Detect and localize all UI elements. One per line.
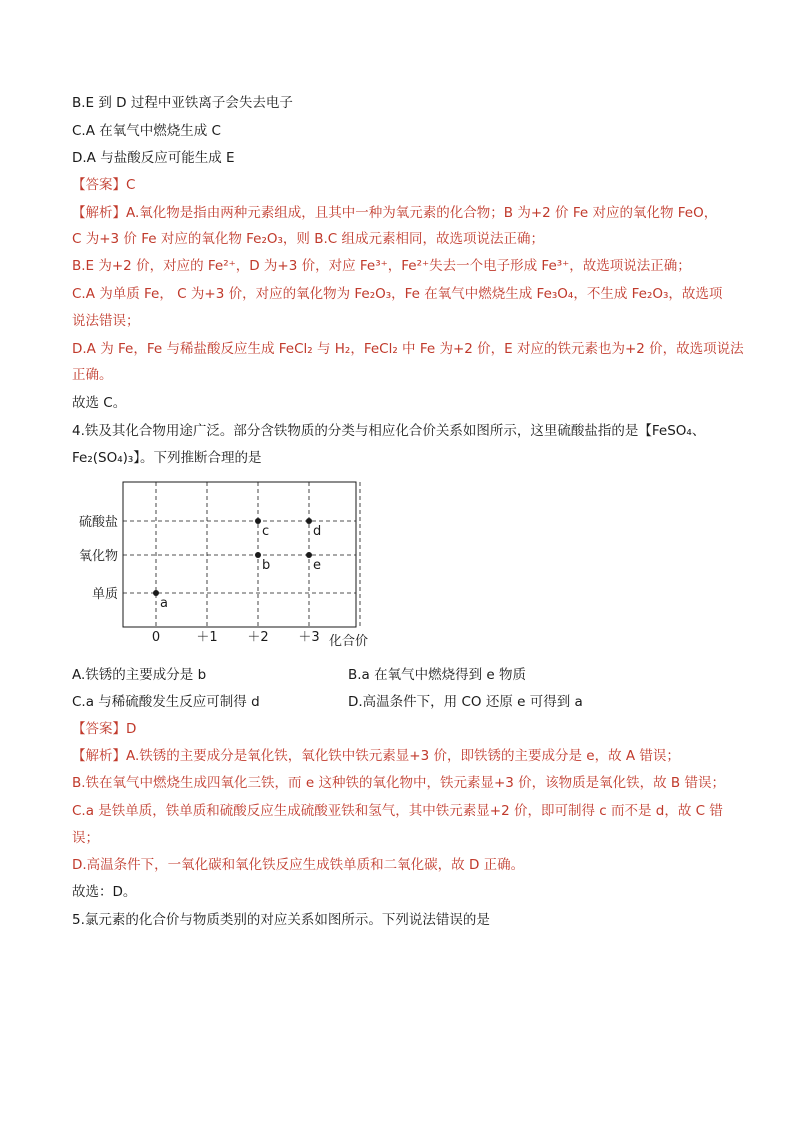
q4-answer <box>72 720 136 738</box>
chart-frame <box>123 482 356 627</box>
q4-option-c: C.a 与稀硫酸发生反应可制得 d <box>72 694 260 710</box>
analysis-tag: 【解析】 <box>72 205 126 221</box>
answer-tag: 【答案】 <box>72 177 126 193</box>
q4-stem-line-1: 4.铁及其化合物用途广泛。部分含铁物质的分类与相应化合价关系如图所示，这里硫酸盐指的是【FeSO₄、 <box>72 423 706 439</box>
q3-analysis-line: C.A 为单质 Fe， C 为+3 价，对应的氧化物为 Fe₂O₃，Fe 在氧气中燃烧生成 Fe₃O₄，不生成 Fe₂O₃，故选项 <box>72 286 723 302</box>
analysis-tag: 【解析】 <box>72 748 126 764</box>
q3-analysis-line <box>72 204 717 222</box>
data-point-label-d: d <box>313 524 322 539</box>
data-point-d <box>306 518 312 524</box>
analysis-text: A.氧化物是指由两种元素组成，且其中一种为氧元素的化合物；B 为+2 价 Fe 对应的氧化物 FeO， <box>126 205 718 221</box>
x-tick-label: ＋1 <box>196 630 218 645</box>
data-point-label-b: b <box>262 558 271 573</box>
analysis-text: A.铁锈的主要成分是氧化铁，氧化铁中铁元素显+3 价，即铁锈的主要成分是 e，故 A 错误； <box>126 748 680 764</box>
data-point-e <box>306 552 312 558</box>
q4-analysis-line: 误； <box>72 830 99 846</box>
valence-category-chart <box>72 475 412 653</box>
q4-option-b: B.a 在氧气中燃烧得到 e 物质 <box>348 667 527 683</box>
q3-option-d: D.A 与盐酸反应可能生成 E <box>72 150 235 166</box>
data-point-b <box>255 552 261 558</box>
q4-analysis-line <box>72 747 680 765</box>
q4-analysis-line: B.铁在氧气中燃烧生成四氧化三铁，而 e 这种铁的氧化物中，铁元素显+3 价，该物质是氧化铁，故 B 错误； <box>72 775 725 791</box>
q4-conclusion: 故选：D。 <box>72 884 137 900</box>
q3-option-c: C.A 在氧气中燃烧生成 C <box>72 123 221 139</box>
data-point-a <box>153 590 159 596</box>
chart-grid <box>123 482 360 627</box>
q5-stem: 5.氯元素的化合价与物质类别的对应关系如图所示。下列说法错误的是 <box>72 912 490 928</box>
x-axis-title: 化合价 <box>329 634 369 649</box>
q4-stem-line-2: Fe₂(SO₄)₃】。下列推断合理的是 <box>72 450 262 466</box>
data-point-c <box>255 518 261 524</box>
q4-analysis-line: C.a 是铁单质，铁单质和硫酸反应生成硫酸亚铁和氢气，其中铁元素显+2 价，即可制得 c 而不是 d，故 C 错 <box>72 803 723 819</box>
x-tick-label: 0 <box>151 630 161 645</box>
q4-option-a: A.铁锈的主要成分是 b <box>72 667 207 683</box>
y-category-label: 氧化物 <box>78 549 118 564</box>
q3-analysis-line: C 为+3 价 Fe 对应的氧化物 Fe₂O₃，则 B.C 组成元素相同，故选项说法正确； <box>72 231 544 247</box>
answer-tag: 【答案】 <box>72 721 126 737</box>
q4-analysis-line: D.高温条件下，一氧化碳和氧化铁反应生成铁单质和二氧化碳，故 D 正确。 <box>72 857 525 873</box>
data-point-label-e: e <box>313 558 321 573</box>
x-tick-label: ＋3 <box>298 630 320 645</box>
x-tick-label: ＋2 <box>247 630 269 645</box>
data-point-label-c: c <box>262 524 270 539</box>
data-point-label-a: a <box>160 596 168 611</box>
q3-conclusion: 故选 C。 <box>72 395 127 411</box>
answer-value: D <box>126 721 137 737</box>
q3-analysis-line: B.E 为+2 价，对应的 Fe²⁺，D 为+3 价，对应 Fe³⁺，Fe²⁺失去一个电子形成 Fe³⁺，故选项说法正确； <box>72 258 691 274</box>
q3-analysis-line: 说法错误； <box>72 313 140 329</box>
q3-option-b: B.E 到 D 过程中亚铁离子会失去电子 <box>72 95 293 111</box>
y-category-label: 单质 <box>91 587 118 602</box>
q3-analysis-line: 正确。 <box>72 367 113 383</box>
answer-value: C <box>126 177 136 193</box>
q3-answer <box>72 176 135 194</box>
q4-option-d: D.高温条件下，用 CO 还原 e 可得到 a <box>348 694 583 710</box>
y-category-label: 硫酸盐 <box>78 515 118 530</box>
q3-analysis-line: D.A 为 Fe，Fe 与稀盐酸反应生成 FeCl₂ 与 H₂，FeCl₂ 中 Fe 为+2 价，E 对应的铁元素也为+2 价，故选项说法 <box>72 341 744 357</box>
